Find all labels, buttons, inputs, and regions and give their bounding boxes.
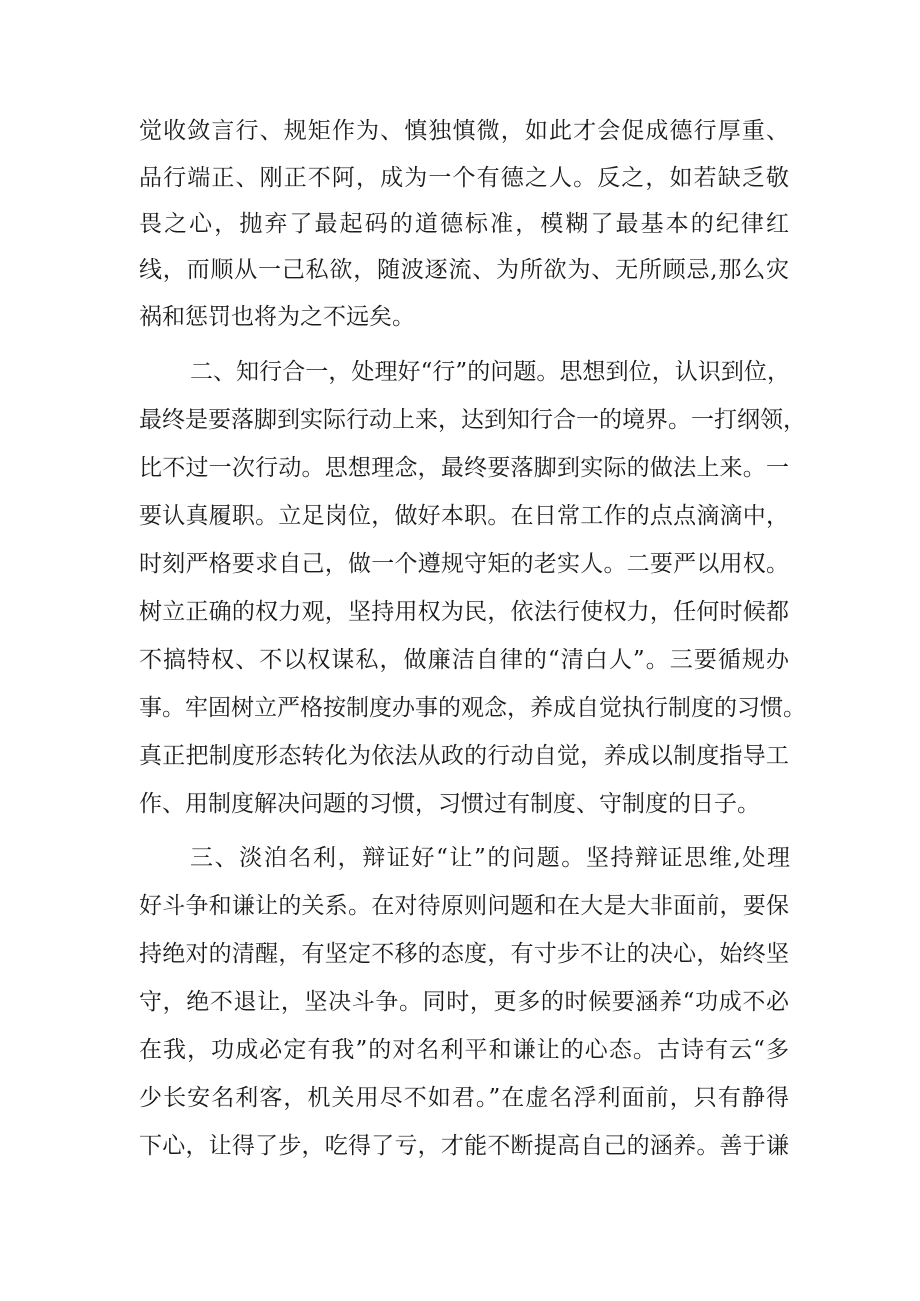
body-text-line: 真正把制度形态转化为依法从政的行动自觉，养成以制度指导工 <box>139 743 789 769</box>
body-text-line: 事。牢固树立严格按制度办事的观念，养成自觉执行制度的习惯。 <box>139 695 806 721</box>
body-text-line: 在我，功成必定有我”的对名利平和谦让的心态。古诗有云“多 <box>139 1037 789 1063</box>
body-text-line: 下心，让得了步，吃得了亏，才能不断提高自己的涵养。善于谦 <box>139 1133 789 1159</box>
section-heading-line: 二、知行合一，处理好“行”的问题。思想到位，认识到位， <box>190 359 790 385</box>
body-text-line: 觉收敛言行、规矩作为、慎独慎微，如此才会促成德行厚重、 <box>139 118 789 144</box>
section-heading-line: 三、淡泊名利，辩证好“让”的问题。坚持辩证思维,处理 <box>190 845 790 871</box>
body-text-line: 好斗争和谦让的关系。在对待原则问题和在大是大非面前，要保 <box>139 893 789 919</box>
body-text-line: 线，而顺从一己私欲，随波逐流、为所欲为、无所顾忌,那么灾 <box>139 257 789 283</box>
body-text-line: 树立正确的权力观，坚持用权为民，依法行使权力，任何时候都 <box>139 599 789 625</box>
body-text-line: 要认真履职。立足岗位，做好本职。在日常工作的点点滴滴中， <box>139 503 789 529</box>
body-text-line: 不搞特权、不以权谋私，做廉洁自律的“清白人”。三要循规办 <box>139 647 789 673</box>
body-text-line: 时刻严格要求自己，做一个遵规守矩的老实人。二要严以用权。 <box>139 551 789 577</box>
body-text-line: 比不过一次行动。思想理念，最终要落脚到实际的做法上来。一 <box>139 455 789 481</box>
body-text-line: 品行端正、刚正不阿，成为一个有德之人。反之，如若缺乏敬 <box>139 165 789 191</box>
body-text-line: 最终是要落脚到实际行动上来，达到知行合一的境界。一打纲领， <box>139 407 806 433</box>
body-text-line: 持绝对的清醒，有坚定不移的态度，有寸步不让的决心，始终坚 <box>139 941 789 967</box>
body-text-line: 少长安名利客，机关用尽不如君。”在虚名浮利面前，只有静得 <box>139 1085 789 1111</box>
body-text-line: 畏之心，抛弃了最起码的道德标准，模糊了最基本的纪律红 <box>139 211 789 237</box>
body-text-line: 守，绝不退让，坚决斗争。同时，更多的时候要涵养“功成不必 <box>139 989 789 1015</box>
body-text-line: 作、用制度解决问题的习惯，习惯过有制度、守制度的日子。 <box>139 791 760 817</box>
body-text-line: 祸和惩罚也将为之不远矣。 <box>139 304 415 330</box>
